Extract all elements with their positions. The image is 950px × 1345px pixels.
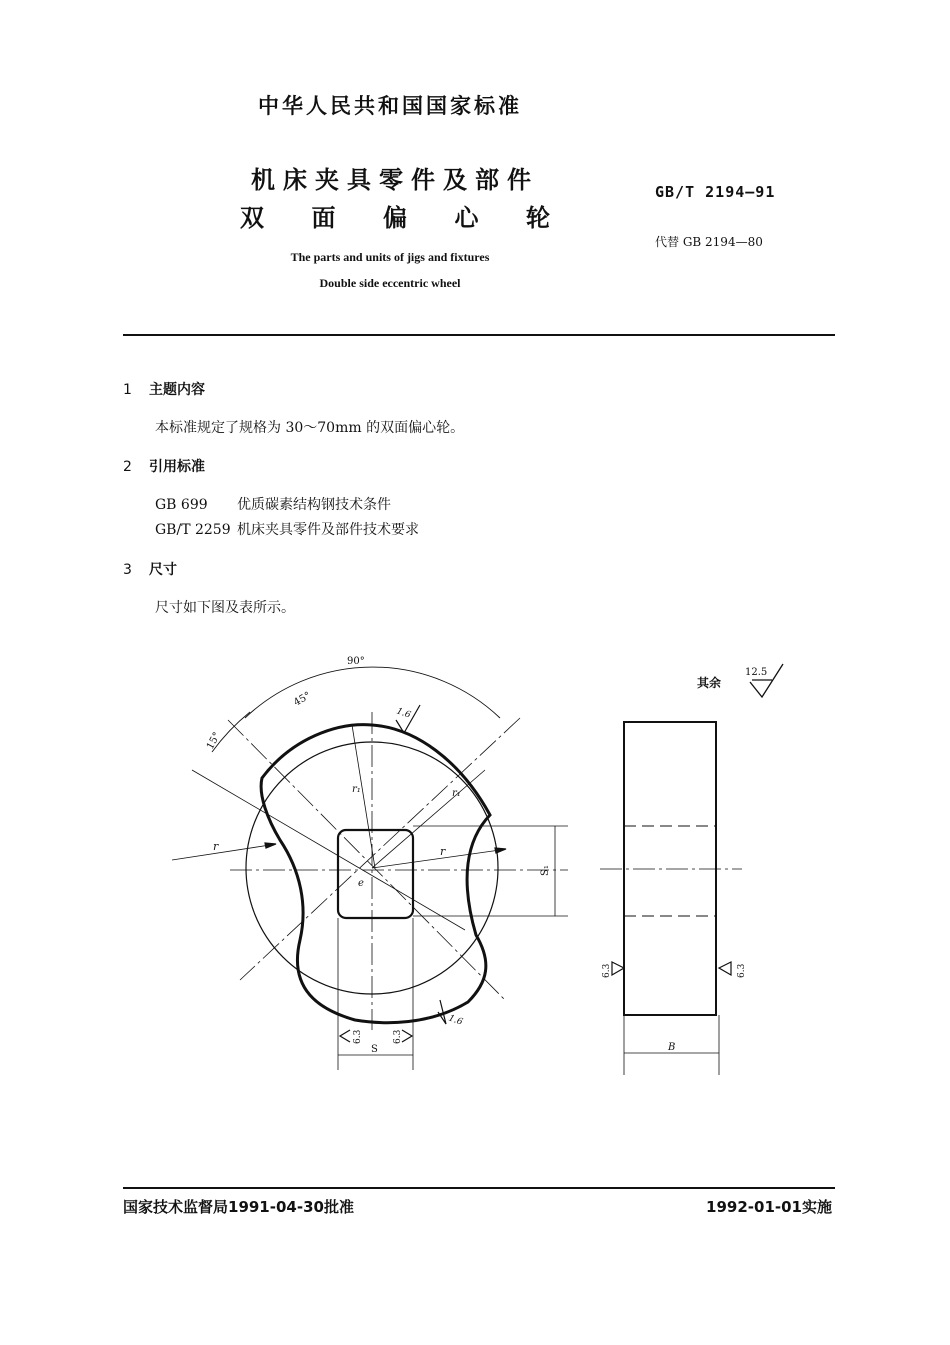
angle-label-90: 90° [347,656,365,667]
radius-arrow-right [372,850,500,868]
roughness-symbol-side-left [612,962,624,975]
radius-label-right: r [440,845,446,858]
section-number: 2 [123,459,132,475]
reference-code: GB/T 2259 [155,522,231,538]
roughness-symbol-s-right [402,1030,412,1042]
section-3-body: 尺寸如下图及表所示。 [155,600,295,616]
cam-profile [261,725,490,1023]
arrowhead [495,848,506,853]
angle-arc-15 [212,712,250,752]
dimension-label-b: B [668,1042,676,1053]
replaces-note: 代替 GB 2194—80 [655,235,763,249]
reference-name: 机床夹具零件及部件技术要求 [237,522,419,538]
radius-leader-r1 [352,725,375,868]
section-number: 1 [123,382,132,398]
roughness-label-s-right: 6.3 [393,1029,403,1044]
roughness-symbol-side-right [719,962,731,975]
reference-code: GB 699 [155,497,208,513]
square-hole [338,830,413,918]
radius-arrow-left [172,845,270,860]
effective-date: 1992-01-01实施 [706,1198,832,1216]
roughness-symbol-s-left [340,1030,350,1042]
section-title: 引用标准 [149,459,205,475]
title-chinese-line1: 机床夹具零件及部件 [251,166,539,194]
dimension-label-s1: S₁ [540,865,551,876]
title-chinese-line2: 双面偏心轮 [240,204,550,232]
angle-arc-90 [245,667,500,721]
eccentricity-label: e [358,878,364,889]
approval-date: 国家技术监督局1991-04-30批准 [123,1198,354,1216]
section-number: 3 [123,562,132,578]
roughness-label-side-right: 6.3 [737,963,747,978]
section-1-body: 本标准规定了规格为 30～70mm 的双面偏心轮。 [155,420,465,436]
radius-label-left: r [213,840,219,853]
arrowhead [265,843,276,848]
side-view-body [624,722,716,1015]
dimension-label-s: S [371,1044,378,1055]
roughness-label-other: 12.5 [745,667,768,678]
section-title: 尺寸 [149,562,177,578]
radius-leader-r1b [372,770,485,868]
radius-label-r1: r₁ [352,784,361,795]
reference-name: 优质碳素结构钢技术条件 [237,497,391,513]
section-title: 主题内容 [149,382,205,398]
angle-leader-15 [192,770,465,930]
roughness-label-top: 1.6 [394,706,412,721]
roughness-label-bottom: 1.6 [446,1013,464,1028]
radius-label-r1b: r₁ [452,788,461,799]
standard-number: GB/T 2194—91 [655,183,776,201]
diagonal-centerline-1 [228,720,505,1000]
bottom-divider [123,1187,835,1189]
title-english-line1: The parts and units of jigs and fixtures [290,250,490,264]
roughness-label-side-left: 6.3 [602,963,612,978]
national-standard-heading: 中华人民共和国国家标准 [258,94,522,118]
angle-label-15: 15° [204,730,223,752]
title-english-line2: Double side eccentric wheel [319,276,461,290]
other-surfaces-label: 其余 [697,676,722,690]
roughness-label-s: 6.3 [353,1029,363,1044]
angle-label-45: 45° [292,690,313,709]
